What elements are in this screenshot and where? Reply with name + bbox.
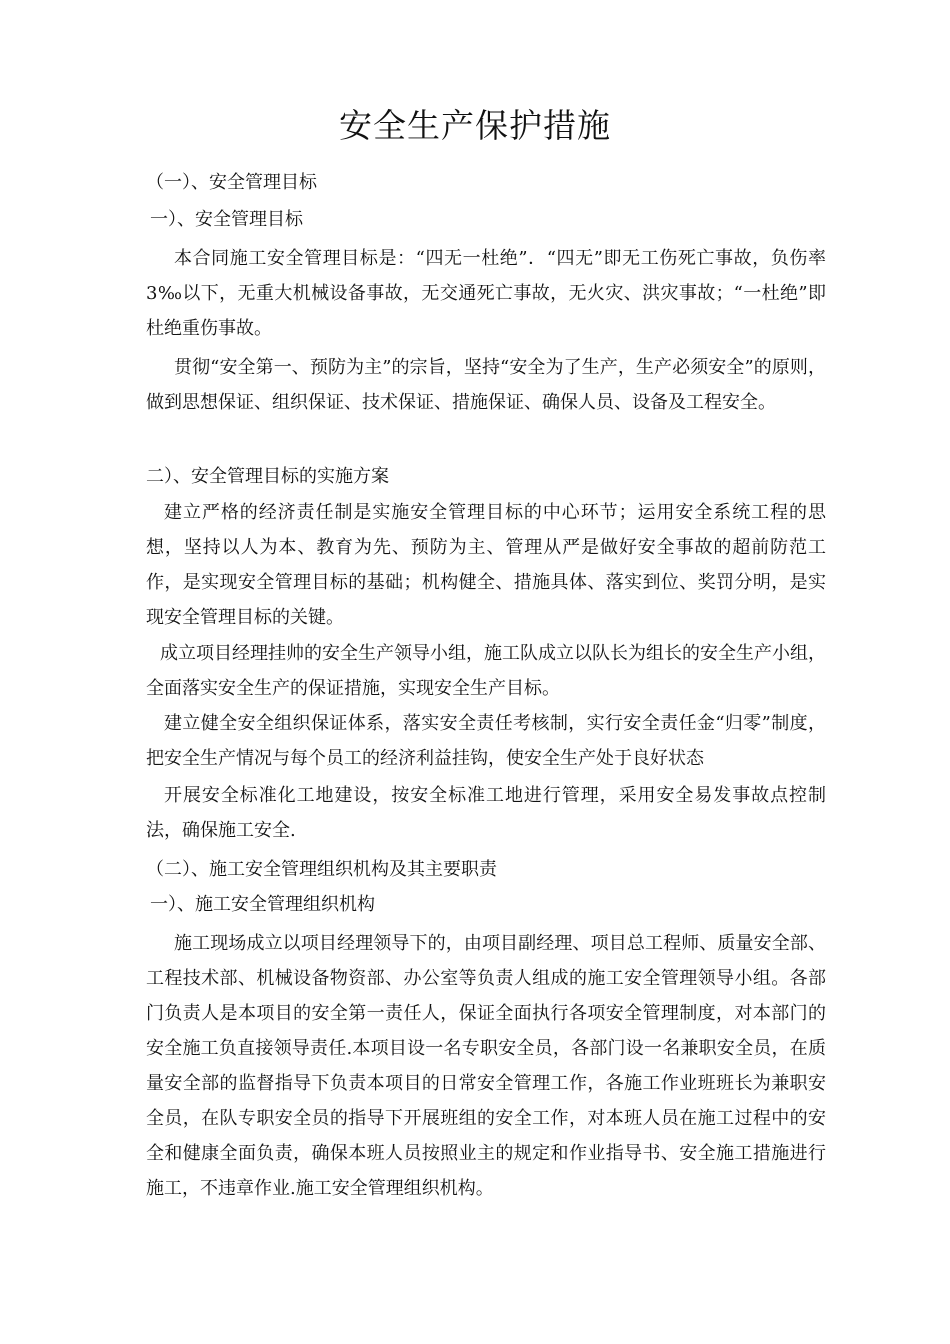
subsection-heading-2: 二）、安全管理目标的实施方案 — [146, 466, 389, 487]
paragraph-safety-principle: 贯彻“安全第一、预防为主”的宗旨，坚持“安全为了生产，生产必须安全”的原则，做到思想保证、组织保证、技术保证、措施保证、确保人员、设备及工程安全。 — [146, 357, 826, 413]
paragraph-safety-goal: 本合同施工安全管理目标是：“四无一杜绝”．“四无”即无工伤死亡事故，负伤率3‰以下，无重大机械设备事故，无交通死亡事故，无火灾、洪灾事故；“一杜绝”即杜绝重伤事故。 — [146, 248, 826, 339]
section-heading-1: （一）、安全管理目标 — [146, 172, 317, 193]
subsection-heading-3: 一）、施工安全管理组织机构 — [150, 894, 375, 915]
section-heading-2: （二）、施工安全管理组织机构及其主要职责 — [146, 859, 497, 880]
paragraph-leadership-group: 成立项目经理挂帅的安全生产领导小组，施工队成立以队长为组长的安全生产小组，全面落实安全生产的保证措施，实现安全生产目标。 — [146, 643, 826, 699]
paragraph-organization: 施工现场成立以项目经理领导下的，由项目副经理、项目总工程师、质量安全部、工程技术部、机械设备物资部、办公室等负责人组成的施工安全管理领导小组。各部门负责人是本项目的安全第一责任人，保证全面执行各项安全管理制度，对本部门的安全施工负直接领导责任.本项目设一名专职安全员，各部门设一名兼职安全员，在质量安全部的监督指导下负责本项目的日常安全管理工作，各施工作业班班长为兼职安全员，在队专职安全员的指导下开展班组的安全工作，对本班人员在施工过程中的安全和健康全面负责，确保本班人员按照业主的规定和作业指导书、安全施工措施进行施工，不违章作业.施工安全管理组织机构。 — [146, 933, 826, 1199]
document-title: 安全生产保护措施 — [339, 106, 611, 145]
paragraph-standardization: 开展安全标准化工地建设，按安全标准工地进行管理，采用安全易发事故点控制法，确保施工安全. — [146, 785, 826, 841]
subsection-heading-1: 一）、安全管理目标 — [150, 209, 303, 230]
paragraph-implementation: 建立严格的经济责任制是实施安全管理目标的中心环节；运用安全系统工程的思想，坚持以人为本、教育为先、预防为主、管理从严是做好安全事故的超前防范工作，是实现安全管理目标的基础；机构健全、措施具体、落实到位、奖罚分明，是实现安全管理目标的关键。 — [146, 502, 826, 628]
paragraph-responsibility-system: 建立健全安全组织保证体系，落实安全责任考核制，实行安全责任金“归零”制度，把安全生产情况与每个员工的经济利益挂钩，使安全生产处于良好状态 — [146, 713, 826, 769]
